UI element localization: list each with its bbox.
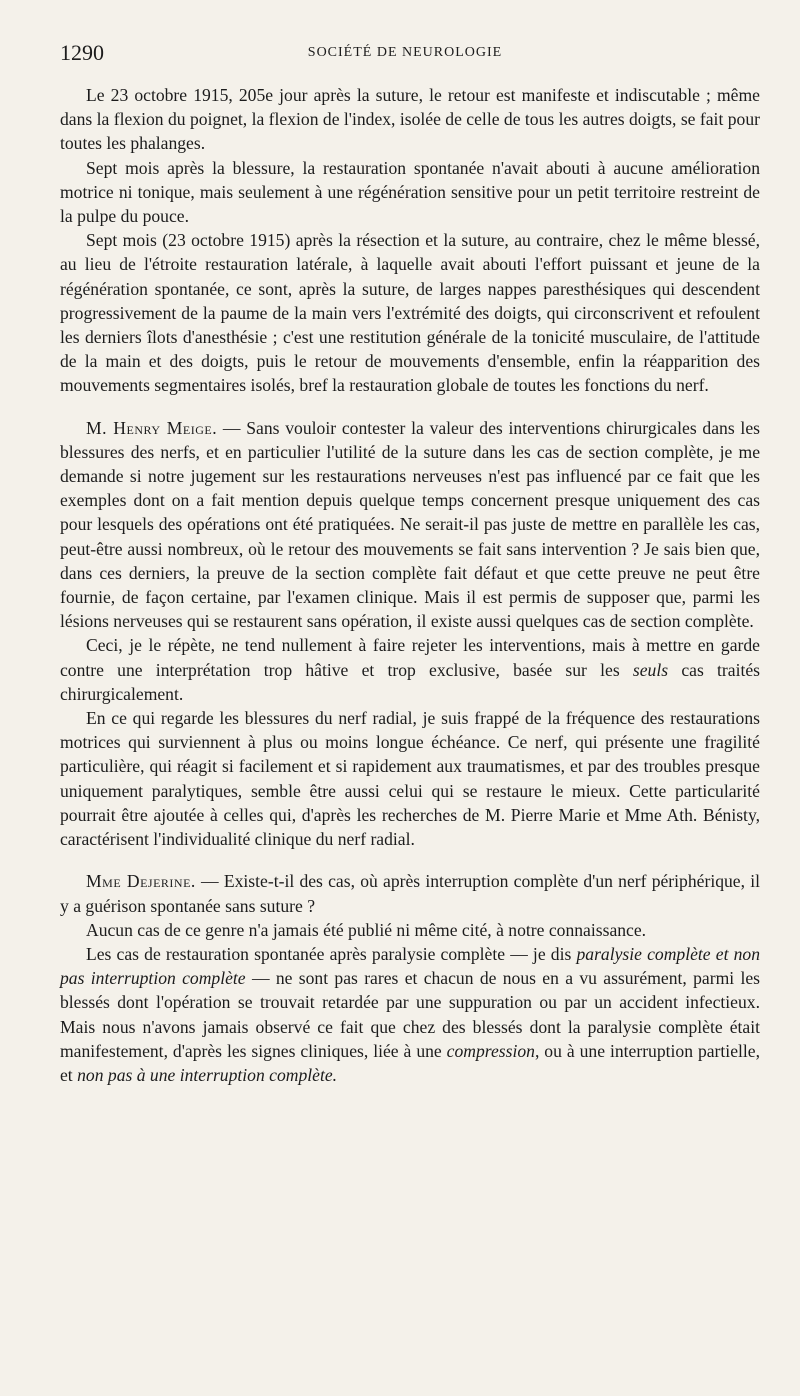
speaker-name: Mme Dejerine. [86, 871, 196, 892]
paragraph-text: Ceci, je le répète, ne tend nullement à faire rejeter les interventions, mais à mettre en garde contre une interprétation trop hâtive et trop exclusive, basée sur les [60, 635, 760, 680]
paragraph-text: , ou à une interruption partielle, et [60, 1040, 760, 1085]
italic-text: seuls [632, 659, 669, 680]
paragraph-text: Les cas de restauration spontanée après paralysie complète — je dis [86, 943, 572, 964]
paragraph-text: — ne sont pas rares et chacun de nous en a vu assurément, parmi les blessés dont l'opération se trouvait retardée par une suppuration ou par un accident infectieux. Mais nous n'avons jamais observé ce fait que chez des blessés dont la paralysie complète était manifestement, d'après les signes cliniques, liée à une [60, 968, 761, 1061]
paragraph: Sept mois (23 octobre 1915) après la résection et la suture, au contraire, chez le même blessé, au lieu de l'étroite restauration latérale, à laquelle avait abouti l'effort puissant et jeune de la régénération spontanée, ce sont, après la suture, de larges nappes paresthésiques qui descendent progressivement de la paume de la main vers l'extrémité des doigts, qui circonscrivent et refoulent les derniers îlots d'anesthésie ; c'est une restitution générale de la tonicité musculaire, de l'attitude de la main et des doigts, puis le retour de mouvements d'ensemble, enfin la réapparition des mouvements segmentaires isolés, bref la restauration globale de toutes les fonctions du nerf. [60, 230, 760, 396]
paragraph-meige [60, 416, 760, 634]
paragraph: Le 23 octobre 1915, 205e jour après la suture, le retour est manifeste et indiscutable ; même dans la flexion du poignet, la flexion de l'index, isolée de celle de tous les autres doigts, se fait pour toutes les phalanges. [60, 85, 760, 154]
italic-text: non pas à une interruption complète. [77, 1064, 338, 1085]
paragraph-text: — Existe-t-il des cas, où après interruption complète d'un nerf périphérique, il y a guérison spontanée sans suture ? [60, 871, 761, 916]
speaker-name: M. Henry Meige. [86, 417, 218, 438]
paragraph-text: cas traités chirurgicalement. [60, 659, 761, 704]
paragraph-dejerine [60, 869, 760, 917]
page-number: 1290 [60, 40, 104, 65]
italic-text: paralysie complète et non pas interruption complète [60, 943, 761, 989]
page-header [58, 40, 752, 66]
paragraph: Sept mois après la blessure, la restauration spontanée n'avait abouti à aucune amélioration motrice ni tonique, mais seulement à une régénération sensitive pour un petit territoire restreint de la pulpe du pouce. [60, 157, 760, 227]
body-text [60, 83, 760, 1087]
paragraph: Aucun cas de ce genre n'a jamais été publié ni même cité, à notre connaissance. [86, 919, 647, 940]
running-title: SOCIÉTÉ DE NEUROLOGIE [307, 45, 503, 60]
paragraph [60, 942, 760, 1087]
italic-text: compression [446, 1040, 535, 1061]
paragraph-text: — Sans vouloir contester la valeur des interventions chirurgicales dans les blessures des nerfs, et en particulier l'utilité de la suture dans les cas de section complète, je me demande si notre jugement sur les restaurations nerveuses n'est pas influencé par ce fait que les exemples dont on a fait mention depuis quelque temps concernent presque uniquement des cas pour lesquels des opérations ont été pratiquées. Ne serait-il pas juste de mettre en parallèle les cas, peut-être aussi nombreux, où le retour des mouvements se fait sans intervention ? Je sais bien que, dans ces derniers, la preuve de la section complète fait défaut et que cette preuve ne peut être fournie, de façon certaine, par l'examen clinique. Mais il est permis de supposer que, parmi les lésions nerveuses qui se restaurent sans opération, il existe aussi quelques cas de section complète. [60, 417, 760, 632]
paragraph [60, 633, 760, 706]
paragraph: En ce qui regarde les blessures du nerf radial, je suis frappé de la fréquence des restaurations motrices qui surviennent à plus ou moins longue échéance. Ce nerf, qui présente une fragilité particulière, qui réagit si facilement et si rapidement aux traumatismes, et par des troubles presque uniquement paralytiques, semble être aussi celui qui se restaure le mieux. Cette particularité pourrait être ajoutée à celles qui, d'après les recherches de M. Pierre Marie et Mme Ath. Bénisty, caractérisent l'individualité clinique du nerf radial. [60, 708, 760, 850]
